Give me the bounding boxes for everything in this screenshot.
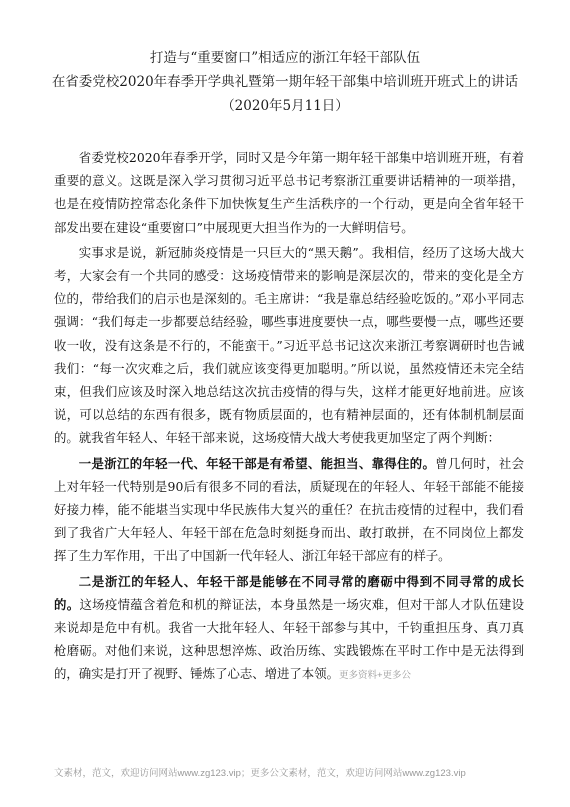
paragraph-4-text: 这场疫情蕴含着危和机的辩证法，本身虽然是一场灾难，但对干部人才队伍建设来说却是危中有机。我省一大批年轻人、年轻干部参与其中，千钧重担压身、真刀真枪磨砺。对他们来说，这种思想淬炼、政治历练、实践锻炼在平时工作中是无法得到的，确实是打开了视野、锤炼了心志、增进了本领。 (54, 596, 525, 682)
watermark-footer: 文素材，范文，欢迎访问网站www.zg123.vip；更多公文素材，范文，欢迎访问网站www.zg123.vip (54, 768, 466, 779)
document-subtitle: 在省委党校2020年春季开学典礼暨第一期年轻干部集中培训班开班式上的讲话 (51, 74, 519, 90)
paragraph-4-lead: 二是浙江的年轻人、年轻干部是能够在不同寻常的磨砺中得到不同寻常的成长的。 (54, 573, 524, 612)
document-title: 打造与“重要窗口”相适应的浙江年轻干部队伍 (149, 50, 421, 66)
watermark-inline: 更多资料+更多公 (338, 670, 412, 682)
document-body (54, 146, 524, 690)
document-date: （2020年5月11日） (221, 98, 349, 114)
paragraph-4 (54, 570, 524, 688)
paragraph-3-lead: 一是浙江的年轻一代、年轻干部是有希望、能担当、靠得住的。 (78, 455, 436, 471)
paragraph-1: 省委党校2020年春季开学，同时又是今年第一期年轻干部集中培训班开班，有着重要的意义。这既是深入学习贯彻习近平总书记考察浙江重要讲话精神的一项举措，也是在疫情防控常态化条件下加快恢复生产生活秩序的一个行动，更是向全省年轻干部发出要在建设“重要窗口”中展现更大担当作为的一大鲜明信号。 (54, 150, 524, 235)
paragraph-3 (54, 452, 524, 568)
paragraph-3-text: 曾几何时，社会上对年轻一代特别是90后有很多不同的看法，质疑现在的年轻人、年轻干部能不能接好接力棒，能不能堪当实现中华民族伟大复兴的重任？在抗击疫情的过程中，我们看到了我省广大年轻人、年轻干部在危急时刻挺身而出、敢打敢拼，在不同岗位上都发挥了生力军作用，干出了中国新一代年轻人、浙江年轻干部应有的样子。 (54, 455, 525, 564)
paragraph-2: 实事求是说，新冠肺炎疫情是一只巨大的“黑天鹅”。我相信，经历了这场大战大考，大家会有一个共同的感受：这场疫情带来的影响是深层次的，带来的变化是全方位的，带给我们的启示也是深刻的。毛主席讲：“我是靠总结经验吃饭的。”邓小平同志强调：“我们每走一步都要总结经验，哪些事进度要快一点，哪些要慢一点，哪些还要收一收，没有这条是不行的，不能蛮干。”习近平总书记这次来浙江考察调研时也告诫我们：“每一次灾难之后，我们就应该变得更加聪明。”所以说，虽然疫情还未完全结束，但我们应该及时深入地总结这次抗击疫情的得与失，这样才能更好地前进。应该说，可以总结的东西有很多，既有物质层面的，也有精神层面的，还有体制机制层面的。就我省年轻人、年轻干部来说，这场疫情大战大考使我更加坚定了两个判断： (54, 244, 524, 446)
